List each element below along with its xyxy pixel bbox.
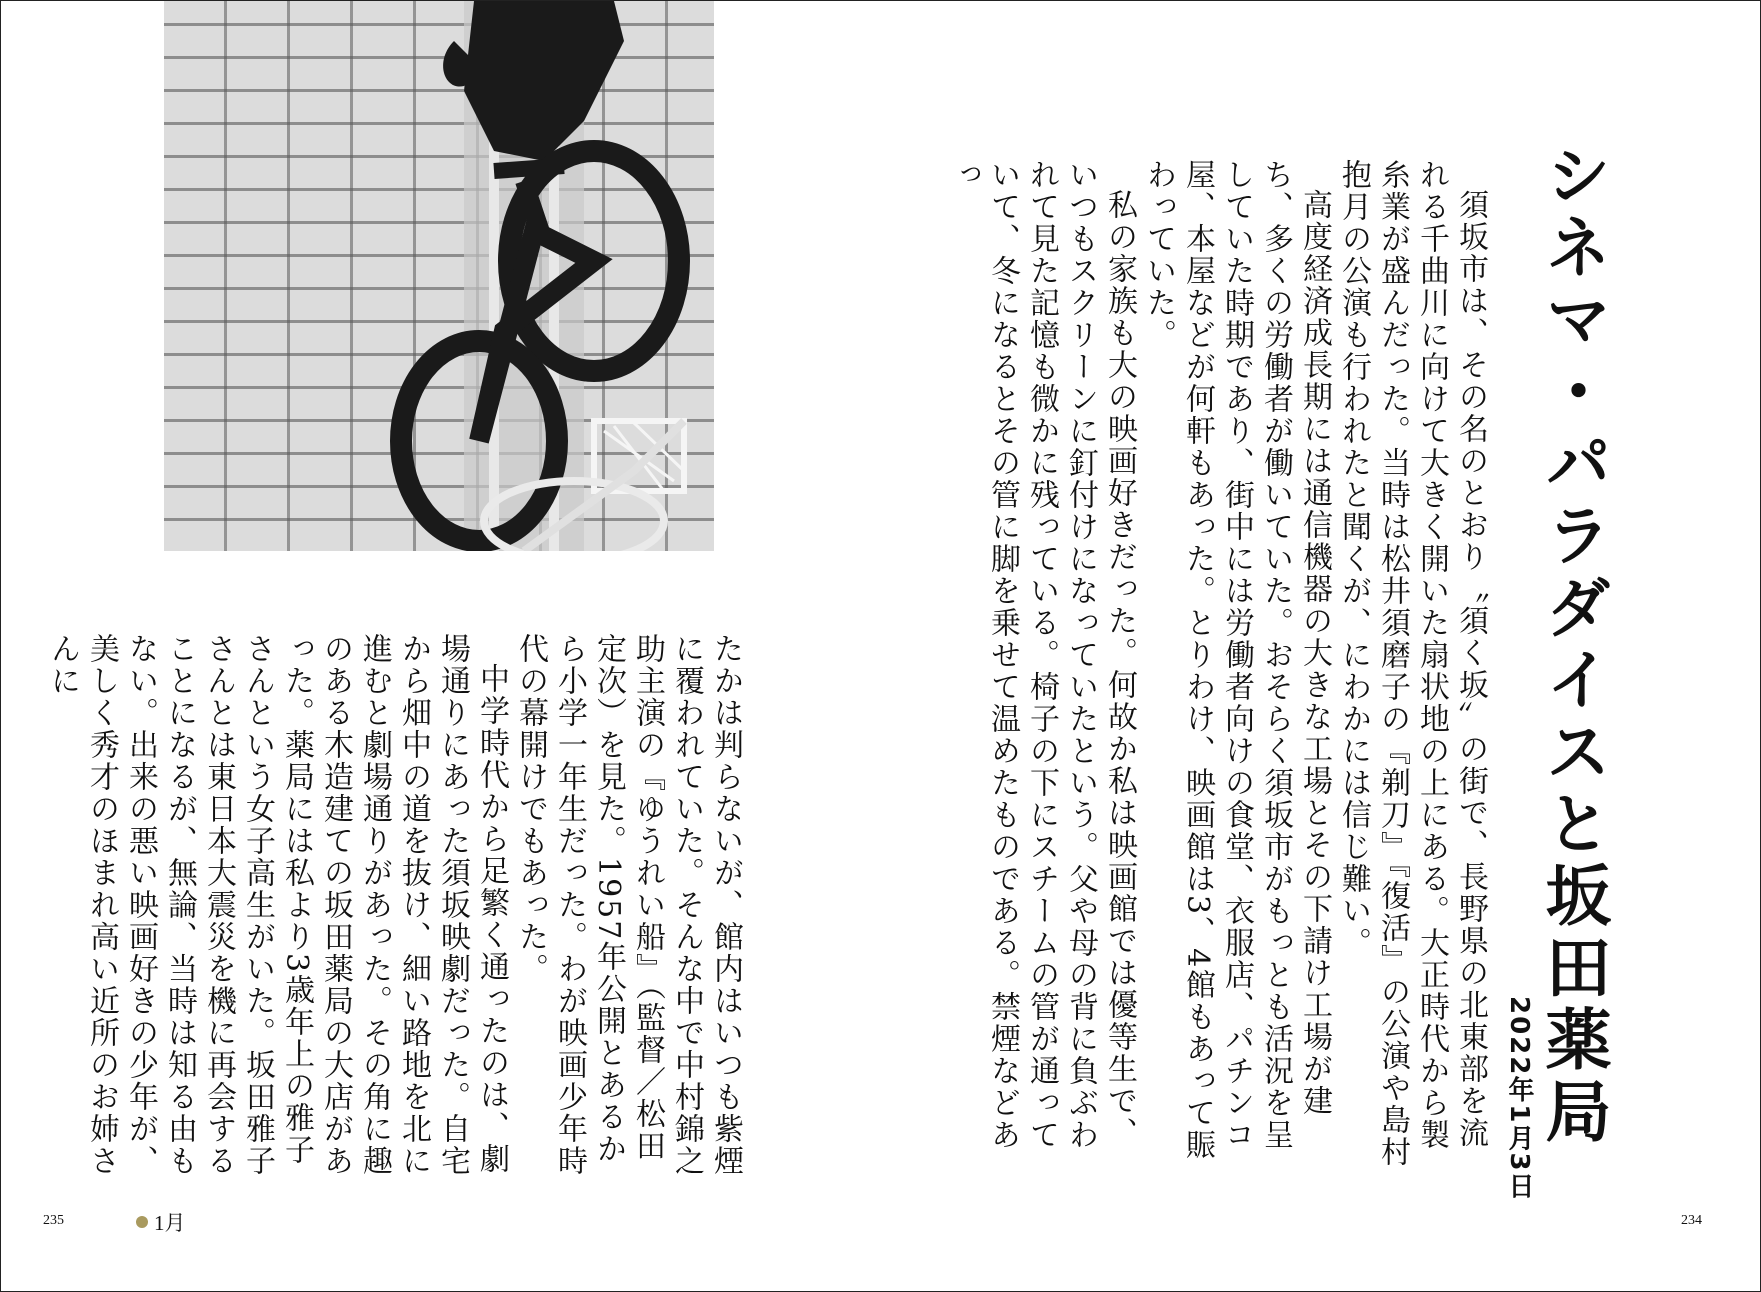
paragraph: 私の家族も大の映画好きだった。何故か私は映画館では優等生で、いつもスクリーンに釘付けになっていたという。父や母の背に負ぶわれて見た記憶も微かに残っている。椅子の下にスチームの管が通っていて、冬になるとその管に脚を乗せて温めたものである。禁煙などあっ xyxy=(946,159,1137,1151)
paragraph: 中学時代から足繁く通ったのは、劇場通りにあった須坂映劇だった。自宅から畑中の道を抜け、細い路地を北に進むと劇場通りがあった。その角に趣のある木造建ての坂田薬局の大店があった。薬局には私より3歳年上の雅子さんという女子高生がいた。坂田雅子さんとは東日本大震災を機に再会することになるが、無論、当時は知る由もない。出来の悪い映画好きの少年が、美しく秀才のほまれ高い近所のお姉さんに xyxy=(45,633,509,1177)
article-body-right-page xyxy=(944,159,1490,1179)
section-marker xyxy=(136,1207,186,1237)
article-body-left-page xyxy=(43,633,745,1193)
article-date: 2022年1月3日 xyxy=(1504,996,1534,1201)
bicycle-shadow-image xyxy=(164,1,714,551)
page-number-right: 234 xyxy=(1681,1213,1702,1228)
circle-bullet-icon xyxy=(136,1216,148,1228)
paragraph-continued: たかは判らないが、館内はいつも紫煙に覆われていた。そんな中で中村錦之助主演の『ゆうれい船』（監督／松田定次）を見た。1957年公開とあるから小学一年生だった。わが映画少年時代の幕開けでもあった。 xyxy=(513,633,743,1177)
paragraph: 須坂市は、その名のとおり〝須く坂〟の街で、長野県の北東部を流れる千曲川に向けて大きく開いた扇状地の上にある。大正時代から製糸業が盛んだった。当時は松井須磨子の『剃刀』『復活』の公演や島村抱月の公演も行われたと聞くが、にわかには信じ難い。 xyxy=(1336,159,1488,1168)
paragraph: 高度経済成長期には通信機器の大きな工場とその下請け工場が建ち、多くの労働者が働いていた。おそらく須坂市がもっとも活況を呈していた時期であり、街中には労働者向けの食堂、衣服店、パチンコ屋、本屋などが何軒もあった。とりわけ、映画館は3、4館もあって賑わっていた。 xyxy=(1141,159,1332,1162)
page-number-left: 235 xyxy=(43,1213,64,1228)
article-title: シネマ・パラダイスと坂田薬局 xyxy=(1534,141,1611,1149)
section-label: 1月 xyxy=(154,1211,186,1235)
bicycle-shadow-photo xyxy=(164,1,714,551)
